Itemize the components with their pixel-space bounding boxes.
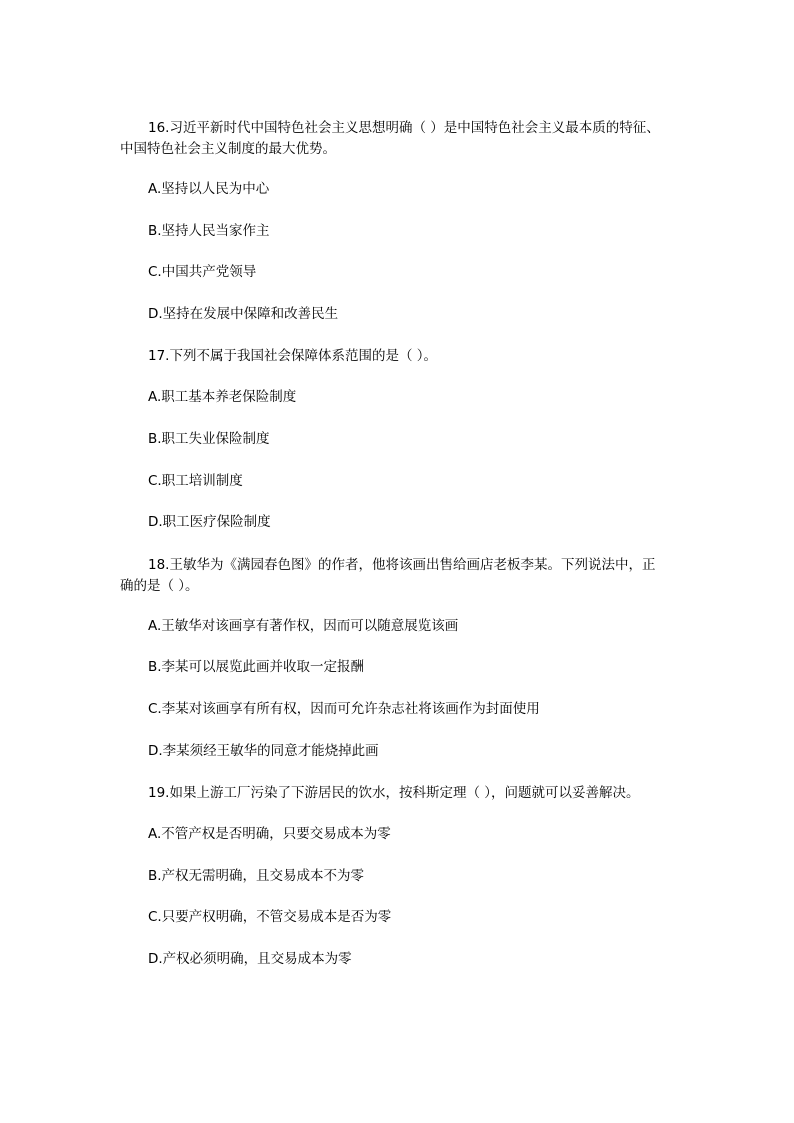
question-19-option-a: A.不管产权是否明确，只要交易成本为零	[148, 826, 391, 842]
question-17-line-1: 17.下列不属于我国社会保障体系范围的是（ ）。	[148, 348, 438, 364]
question-19-option-d: D.产权必须明确，且交易成本为零	[148, 951, 352, 967]
question-18-line-1: 18.王敏华为《满园春色图》的作者，他将该画出售给画店老板李某。下列说法中，正	[148, 557, 656, 573]
question-17-option-b: B.职工失业保险制度	[148, 431, 270, 447]
question-16-option-c: C.中国共产党领导	[148, 264, 257, 280]
question-17-option-a: A.职工基本养老保险制度	[148, 389, 297, 405]
question-18-option-d: D.李某须经王敏华的同意才能烧掉此画	[148, 743, 379, 759]
question-17-option-c: C.职工培训制度	[148, 473, 243, 489]
question-16-line-2: 中国特色社会主义制度的最大优势。	[120, 141, 336, 157]
question-16-option-d: D.坚持在发展中保障和改善民生	[148, 306, 339, 322]
question-19-line-1: 19.如果上游工厂污染了下游居民的饮水，按科斯定理（ ），问题就可以妥善解决。	[148, 785, 640, 801]
question-18-option-a: A.王敏华对该画享有著作权，因而可以随意展览该画	[148, 618, 459, 634]
question-16-line-1: 16.习近平新时代中国特色社会主义思想明确（ ）是中国特色社会主义最本质的特征、	[148, 120, 660, 136]
question-17-option-d: D.职工医疗保险制度	[148, 514, 271, 530]
question-16-option-a: A.坚持以人民为中心	[148, 181, 270, 197]
question-18-option-b: B.李某可以展览此画并收取一定报酬	[148, 659, 365, 675]
question-19-option-b: B.产权无需明确，且交易成本不为零	[148, 868, 365, 884]
question-18-option-c: C.李某对该画享有所有权，因而可允许杂志社将该画作为封面使用	[148, 701, 540, 717]
question-19-option-c: C.只要产权明确，不管交易成本是否为零	[148, 909, 392, 925]
question-16-option-b: B.坚持人民当家作主	[148, 223, 270, 239]
question-18-line-2: 确的是（ ）。	[120, 578, 199, 594]
